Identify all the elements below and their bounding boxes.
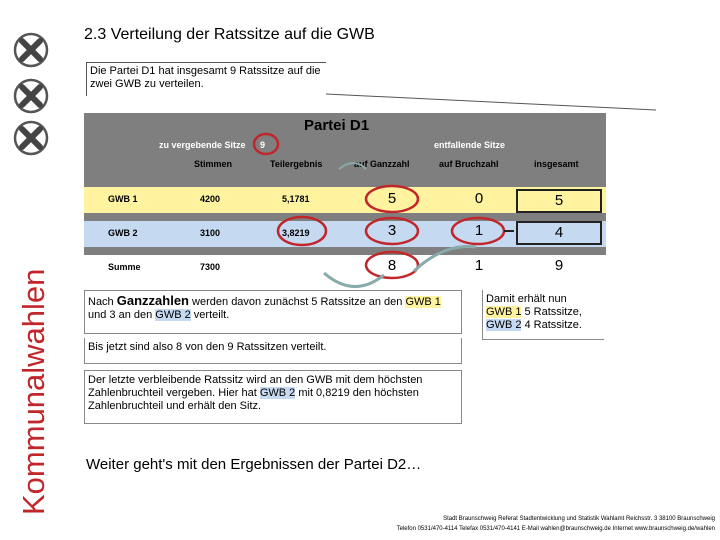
explanation-box-whole [84, 290, 462, 334]
row1-whole: 5 [369, 189, 415, 209]
row2-fraction: 1 [454, 221, 504, 241]
sidebar [0, 0, 62, 540]
header-votes: Stimmen [194, 159, 233, 169]
group-label: entfallende Sitze [434, 140, 506, 150]
row1-votes: 4200 [200, 194, 221, 204]
box1-text: und 3 an den [88, 309, 156, 321]
callout-connector [326, 62, 656, 102]
header-total: insgesamt [534, 159, 579, 169]
results-table [84, 113, 606, 279]
box4-text: 5 Ratssitze, [521, 306, 582, 318]
box1-text: verteilt. [190, 309, 230, 321]
callout-text: Die Partei D1 hat insgesamt 9 Ratssitze auf die zwei GWB zu verteilen. [90, 65, 321, 90]
box1-text: Nach [88, 296, 117, 308]
box1-gwb1: GWB 1 [405, 296, 441, 308]
box4-gwb2: GWB 2 [486, 319, 522, 331]
ballot-x-icon [13, 78, 49, 114]
row2-whole: 3 [369, 221, 415, 241]
box4-gwb1: GWB 1 [486, 306, 522, 318]
box3-text: mit 0,8219 den höchsten Zahlenbruchteil und erhält den Sitz. [88, 387, 419, 412]
row2-total: 4 [516, 221, 602, 245]
row1-name: GWB 1 [108, 194, 138, 204]
row1-total: 5 [516, 189, 602, 213]
seats-value: 9 [260, 140, 266, 150]
row2-partial: 3,8219 [282, 228, 310, 238]
box2-text: Bis jetzt sind also 8 von den 9 Ratssitzen verteilt. [88, 341, 327, 353]
box1-bold: Ganzzahlen [116, 293, 189, 308]
row2-votes: 3100 [200, 228, 221, 238]
row3-fraction: 1 [474, 257, 484, 274]
seats-label: zu vergebende Sitze [159, 140, 246, 150]
row3-whole: 8 [387, 257, 397, 274]
explanation-box-result [482, 290, 604, 340]
header-fraction: auf Bruchzahl [439, 159, 499, 169]
next-text: Weiter geht's mit den Ergebnissen der Partei D2… [86, 456, 422, 473]
row2-name: GWB 2 [108, 228, 138, 238]
explanation-box-fraction [84, 370, 462, 424]
footer-line-2: Telefon 0531/470-4114 Telefax 0531/470-4141 E-Mail wahlen@braunschweig.de Internet www.braunschweig.de/wahlen [396, 526, 715, 532]
highlight-overlay [84, 113, 606, 279]
ballot-x-icon [13, 32, 49, 68]
row3-total: 9 [554, 257, 564, 274]
box4-text: Damit erhält nun [486, 293, 567, 305]
page-title: 2.3 Verteilung der Ratssitze auf die GWB [84, 26, 375, 43]
table-title: Partei D1 [304, 117, 370, 134]
brand-text: Kommunalwahlen [16, 268, 51, 515]
header-partial: Teilergebnis [270, 159, 323, 169]
box3-gwb2: GWB 2 [259, 387, 296, 399]
callout-box [86, 62, 326, 96]
vertical-brand [8, 150, 58, 520]
box4-text: 4 Ratssitze. [521, 319, 582, 331]
row1-partial: 5,1781 [282, 194, 310, 204]
header-whole: auf Ganzzahl [354, 159, 410, 169]
row3-votes: 7300 [200, 262, 221, 272]
row1-fraction: 0 [474, 190, 484, 207]
box3-text: Der letzte verbleibende Ratssitz wird an den GWB mit dem höchsten Zahlenbruchteil vergeben. Hier hat [88, 374, 423, 399]
box1-text: werden davon zunächst 5 Ratssitze an den [189, 296, 406, 308]
row3-name: Summe [108, 262, 141, 272]
footer-line-1: Stadt Braunschweig Referat Stadtentwicklung und Statistik Wahlamt Reichsstr. 3 38100 Braunschweig [443, 516, 715, 522]
explanation-box-distributed [84, 338, 462, 364]
box1-gwb2: GWB 2 [155, 309, 191, 321]
